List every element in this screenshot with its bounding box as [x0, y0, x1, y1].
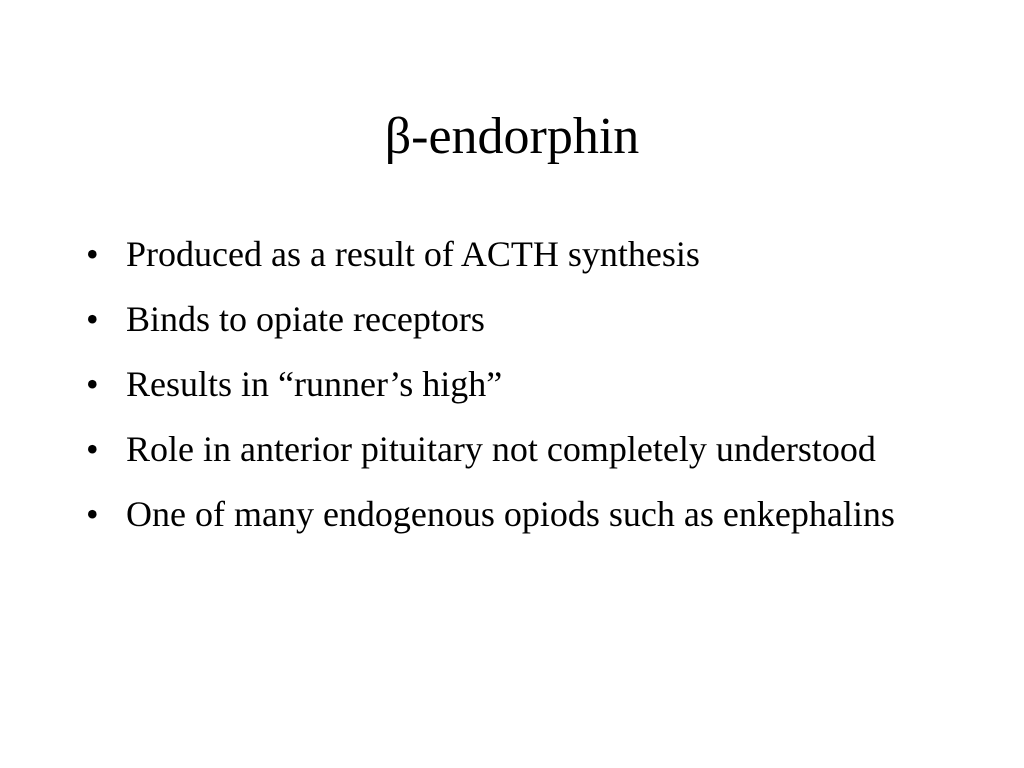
bullet-dot-icon: • [86, 299, 99, 339]
bullet-dot-icon: • [86, 429, 99, 469]
bullet-text-4: Role in anterior pituitary not completely understood [126, 429, 876, 469]
bullet-item-4 [86, 427, 906, 472]
bullet-list [86, 232, 906, 557]
bullet-item-2 [86, 297, 906, 342]
slide-title: β-endorphin [384, 108, 640, 165]
bullet-text-3: Results in “runner’s high” [126, 364, 503, 404]
bullet-item-1 [86, 232, 906, 277]
bullet-text-1: Produced as a result of ACTH synthesis [126, 234, 700, 274]
bullet-item-5 [86, 492, 906, 537]
bullet-text-2: Binds to opiate receptors [126, 299, 485, 339]
bullet-dot-icon: • [86, 234, 99, 274]
bullet-dot-icon: • [86, 364, 99, 404]
bullet-dot-icon: • [86, 494, 99, 534]
bullet-item-3 [86, 362, 906, 407]
bullet-text-5: One of many endogenous opiods such as enkephalins [126, 494, 895, 534]
